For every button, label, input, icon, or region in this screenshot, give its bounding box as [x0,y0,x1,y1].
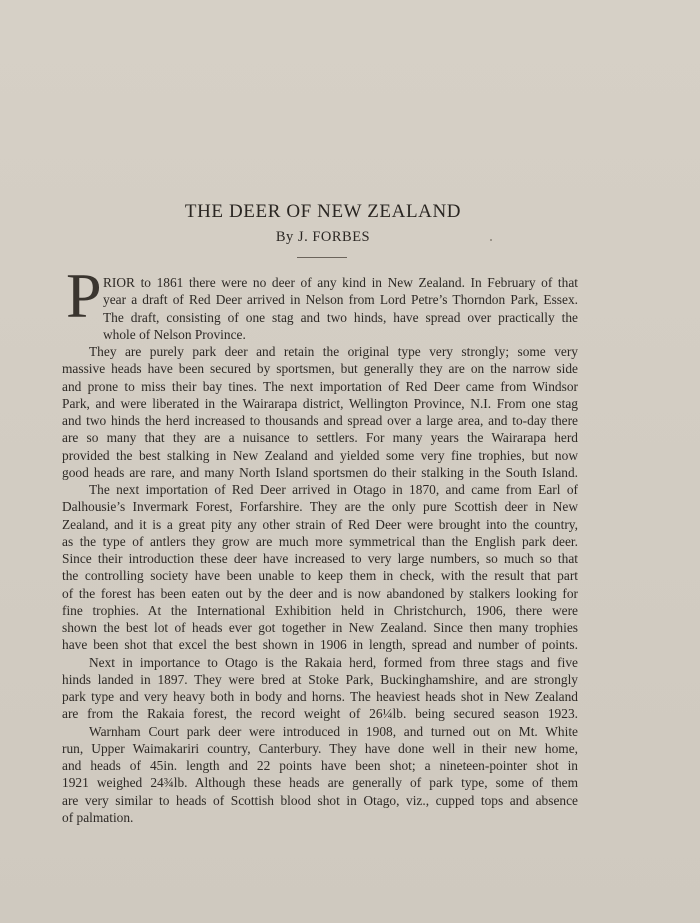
body-line: Dalhousie’s Invermark Forest, Forfarshire. They are the only pure Scottish deer in New [62,499,578,515]
body-line: Warnham Court park deer were introduced in 1908, and turned out on Mt. White [89,723,578,739]
body-line: of the forest has been eaten out by the deer and is now abandoned by stalkers looking for [62,585,578,601]
body-line: Zealand, and it is a great pity any other strain of Red Deer were brought into the country, [62,516,578,532]
body-line: and prone to miss their bay tines. The next importation of Red Deer came from Windsor [62,378,578,394]
body-line: are so many that they are a nuisance to settlers. For many years the Wairarapa herd [62,430,578,446]
body-line: run, Upper Waimakariri country, Canterbury. They have done well in their new home, [62,740,578,756]
body-line: have been shot that excel the best shown in 1906 in length, spread and number of points. [62,637,578,653]
body-line: fine trophies. At the International Exhibition held in Christchurch, 1906, there were [62,602,578,618]
article-title: THE DEER OF NEW ZEALAND [184,201,462,222]
body-line: of palmation. [62,809,134,825]
body-line: and two hinds the herd increased to thousands and spread over a large area, and to-day there [62,413,578,428]
body-line: the controlling society have been unable to keep them in check, with the result that part [62,568,578,584]
body-line: shown the best lot of heads ever got together in New Zealand. Since then many trophies [62,620,578,635]
article-byline: By J. FORBES [275,229,371,245]
body-line: Since their introduction these deer have increased to very large numbers, so much so that [62,551,578,566]
body-line: are from the Rakaia forest, the record weight of 26¼lb. being secured season 1923. [62,706,578,722]
body-line: are very similar to heads of Scottish blood shot in Otago, viz., cupped tops and absence [62,792,578,808]
title-rule [297,257,347,258]
body-line: whole of Nelson Province. [103,326,246,342]
body-line: as the type of antlers they grow are much more symmetrical than the English park deer. [62,533,578,549]
body-line: RIOR to 1861 there were no deer of any kind in New Zealand. In February of that [103,275,578,290]
body-line: The draft, consisting of one stag and two hinds, have spread over practically the [103,309,578,325]
body-line: year a draft of Red Deer arrived in Nelson from Lord Petre’s Thorndon Park, Essex. [103,292,578,308]
body-line: massive heads have been secured by sportsmen, but generally they are on the narrow side [62,361,578,377]
body-line: They are purely park deer and retain the original type very strongly; some very [89,344,578,359]
body-line: good heads are rare, and many North Island sportsmen do their stalking in the South Island. [62,464,578,480]
body-line: Park, and were liberated in the Wairarapa district, Wellington Province, N.I. From one stag [62,395,578,411]
body-line: 1921 weighed 24¾lb. Although these heads are generally of park type, some of them [62,775,578,791]
body-line: hinds landed in 1897. They were bred at Stoke Park, Buckinghamshire, and are strongly [62,671,578,687]
body-line: The next importation of Red Deer arrived in Otago in 1870, and came from Earl of [89,482,578,497]
body-line: park type and very heavy both in body and horns. The heaviest heads shot in New Zealand [62,689,578,704]
paper-speck [490,239,492,241]
body-line: provided the best stalking in New Zealand and yielded some very fine trophies, but now [62,447,578,463]
body-line: Next in importance to Otago is the Rakaia herd, formed from three stags and five [89,654,578,670]
body-line: and heads of 45in. length and 22 points have been shot; a nineteen-pointer shot in [62,758,578,773]
drop-cap: P [66,260,102,331]
